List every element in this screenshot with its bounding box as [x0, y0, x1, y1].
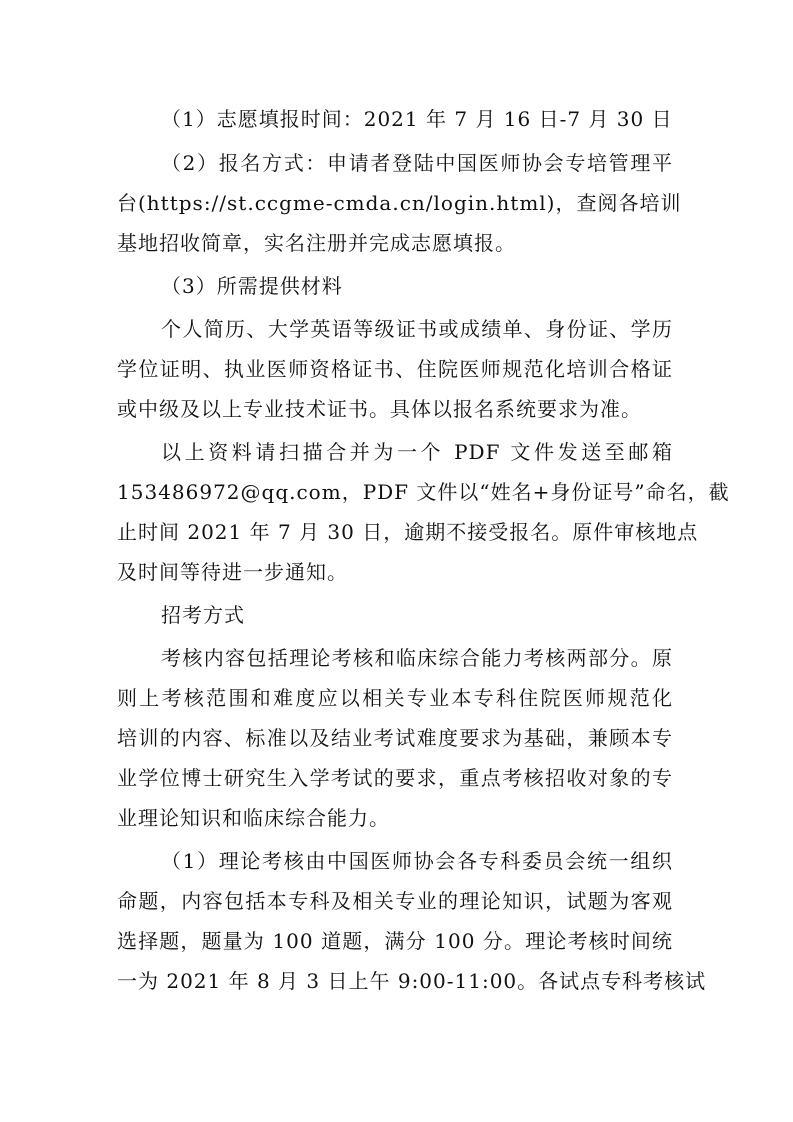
email-line: 153486972@qq.com，PDF 文件以“姓名+身份证号”命名，截 — [117, 480, 730, 504]
paragraph-line: 以上资料请扫描合并为一个 PDF 文件发送至邮箱 — [161, 440, 673, 464]
paragraph-line: 选择题，题量为 100 道题，满分 100 分。理论考核时间统 — [117, 929, 673, 953]
registration-method-line: （2）报名方式：申请者登陆中国医师协会专培管理平 — [161, 151, 673, 175]
theory-exam-line: （1）理论考核由中国医师协会各专科委员会统一组织 — [161, 849, 673, 873]
paragraph-line: 业学位博士研究生入学考试的要求，重点考核招收对象的专 — [117, 766, 673, 790]
exam-time-line: 一为 2021 年 8 月 3 日上午 9:00-11:00。各试点专科考核试 — [117, 969, 707, 993]
paragraph-line: 基地招收简章，实名注册并完成志愿填报。 — [117, 231, 516, 255]
application-period-line: （1）志愿填报时间：2021 年 7 月 16 日-7 月 30 日 — [161, 107, 673, 131]
paragraph-line: 考核内容包括理论考核和临床综合能力考核两部分。原 — [161, 646, 673, 670]
registration-url-line: 台(https://st.ccgme-cmda.cn/login.html)，查阅各培训 — [117, 191, 682, 215]
paragraph-line: 及时间等待进一步通知。 — [117, 560, 348, 584]
paragraph-line: 个人简历、大学英语等级证书或成绩单、身份证、学历 — [161, 317, 673, 341]
paragraph-line: 则上考核范围和难度应以相关专业本专科住院医师规范化 — [117, 686, 673, 710]
paragraph-line: 学位证明、执业医师资格证书、住院医师规范化培训合格证 — [117, 357, 673, 381]
paragraph-line: 命题，内容包括本专科及相关专业的理论知识，试题为客观 — [117, 889, 673, 913]
paragraph-line: 业理论知识和临床综合能力。 — [117, 806, 390, 830]
exam-method-heading: 招考方式 — [161, 603, 245, 627]
paragraph-line: 或中级及以上专业技术证书。具体以报名系统要求为准。 — [117, 397, 642, 421]
materials-heading: （3）所需提供材料 — [161, 274, 343, 298]
deadline-line: 止时间 2021 年 7 月 30 日，逾期不接受报名。原件审核地点 — [117, 520, 699, 544]
paragraph-line: 培训的内容、标准以及结业考试难度要求为基础，兼顾本专 — [117, 726, 673, 750]
